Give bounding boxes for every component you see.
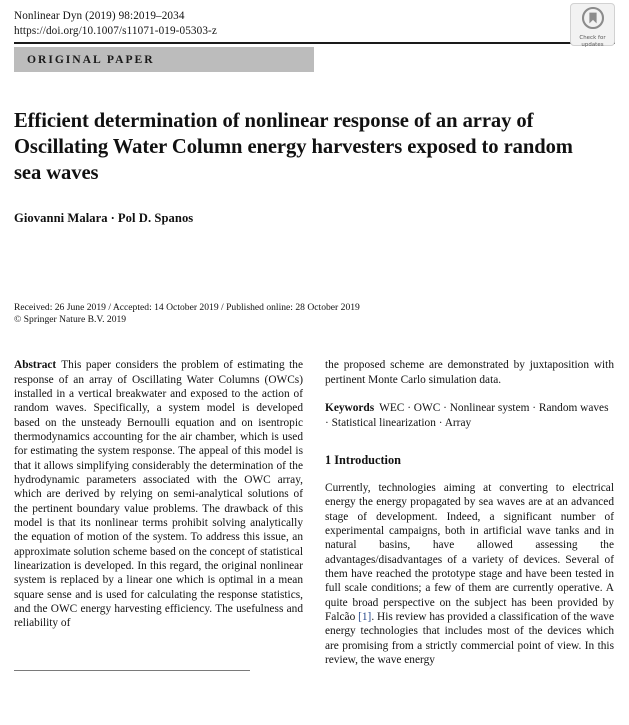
check-for-updates-sublabel: updates bbox=[581, 42, 604, 49]
abstract-text: This paper considers the problem of estimating the response of an array of Oscillating Water Columns (OWCs) installed in a vertical breakwater and exposed to the action of random waves. Specifically, a system model is developed based on the unsteady Bernoulli equation and on isentropic thermodynamics accounting for the air chamber, which is used for estimating the system response. The appeal of this model is that it allows simplifying considerably the determination of the hydrodynamic parameters associated with the OWC array, which are derived by relying on semi-analytical solutions of the pertinent boundary value problems. The drawback of this model is that its nonlinear terms prohibit solving analytically the equation of motion of the system. To address this issue, an approximate solution scheme based on the concept of statistical linearization is developed. In this regard, the original nonlinear system is replaced by a linear one which is optimal in a mean square sense and is used for calculating the response statistics, and the OWC energy harvesting efficiency. The usefulness and reliability of bbox=[14, 359, 303, 630]
check-for-updates-label: Check for bbox=[579, 35, 606, 41]
paper-type-label: ORIGINAL PAPER bbox=[27, 53, 155, 66]
copyright-line: © Springer Nature B.V. 2019 bbox=[14, 314, 127, 326]
abstract-paragraph bbox=[14, 358, 303, 631]
page-title: Efficient determination of nonlinear response of an array of Oscillating Water Column energy harvesters exposed to random sea waves bbox=[14, 110, 573, 184]
footnote-divider bbox=[14, 670, 250, 671]
keywords-text: WEC · OWC · Nonlinear system · Random waves · Statistical linearization · Array bbox=[325, 402, 609, 429]
abstract-continuation: the proposed scheme are demonstrated by juxtaposition with pertinent Monte Carlo simulation data. bbox=[325, 359, 614, 386]
section-heading-introduction: 1 Introduction bbox=[325, 452, 401, 467]
introduction-paragraph bbox=[325, 481, 614, 667]
paper-type-banner bbox=[14, 47, 314, 72]
publication-dates bbox=[14, 302, 615, 327]
check-for-updates-badge[interactable] bbox=[570, 3, 615, 49]
right-column bbox=[325, 347, 614, 679]
author-name-1[interactable]: Giovanni Malara bbox=[14, 211, 108, 225]
check-for-updates-badge-icon bbox=[582, 7, 604, 34]
journal-header bbox=[14, 0, 615, 49]
author-list bbox=[14, 211, 615, 226]
doi-link[interactable]: https://doi.org/10.1007/s11071-019-05303-z bbox=[14, 24, 217, 37]
received-accepted-published-line: Received: 26 June 2019 / Accepted: 14 October 2019 / Published online: 28 October 2019 bbox=[14, 302, 360, 313]
journal-reference: Nonlinear Dyn (2019) 98:2019–2034 bbox=[14, 10, 185, 22]
keywords-block bbox=[325, 401, 614, 430]
introduction-text-part2: . His review has provided a classification of the wave energy technologies that includes most of the devices which are promising from a strictly commercial point of view. In this review, the wave energy bbox=[325, 611, 614, 667]
author-name-2[interactable]: Pol D. Spanos bbox=[117, 211, 194, 225]
keywords-label: Keywords bbox=[325, 402, 375, 415]
abstract-label: Abstract bbox=[14, 359, 57, 372]
left-column bbox=[14, 347, 303, 679]
author-separator: · bbox=[110, 211, 115, 225]
citation-link-1[interactable]: [1] bbox=[358, 611, 372, 624]
body-columns bbox=[14, 347, 615, 679]
title-block bbox=[14, 108, 615, 186]
header-divider bbox=[14, 42, 615, 44]
introduction-text-part1: Currently, technologies aiming at converting to electrical energy the energy propagated by sea waves are at an advanced stage of development. Indeed, a significant number of experimental campaigns, both in artificial wave tanks and in natural basins, have allowed assessing the advantages/disadvantages of a variety of devices. Several of them have reached the prototype stage and have been tested in full scale conditions; a few of them are currently operative. A quite broad perspective on the subject has been provided by Falcão bbox=[325, 481, 614, 624]
